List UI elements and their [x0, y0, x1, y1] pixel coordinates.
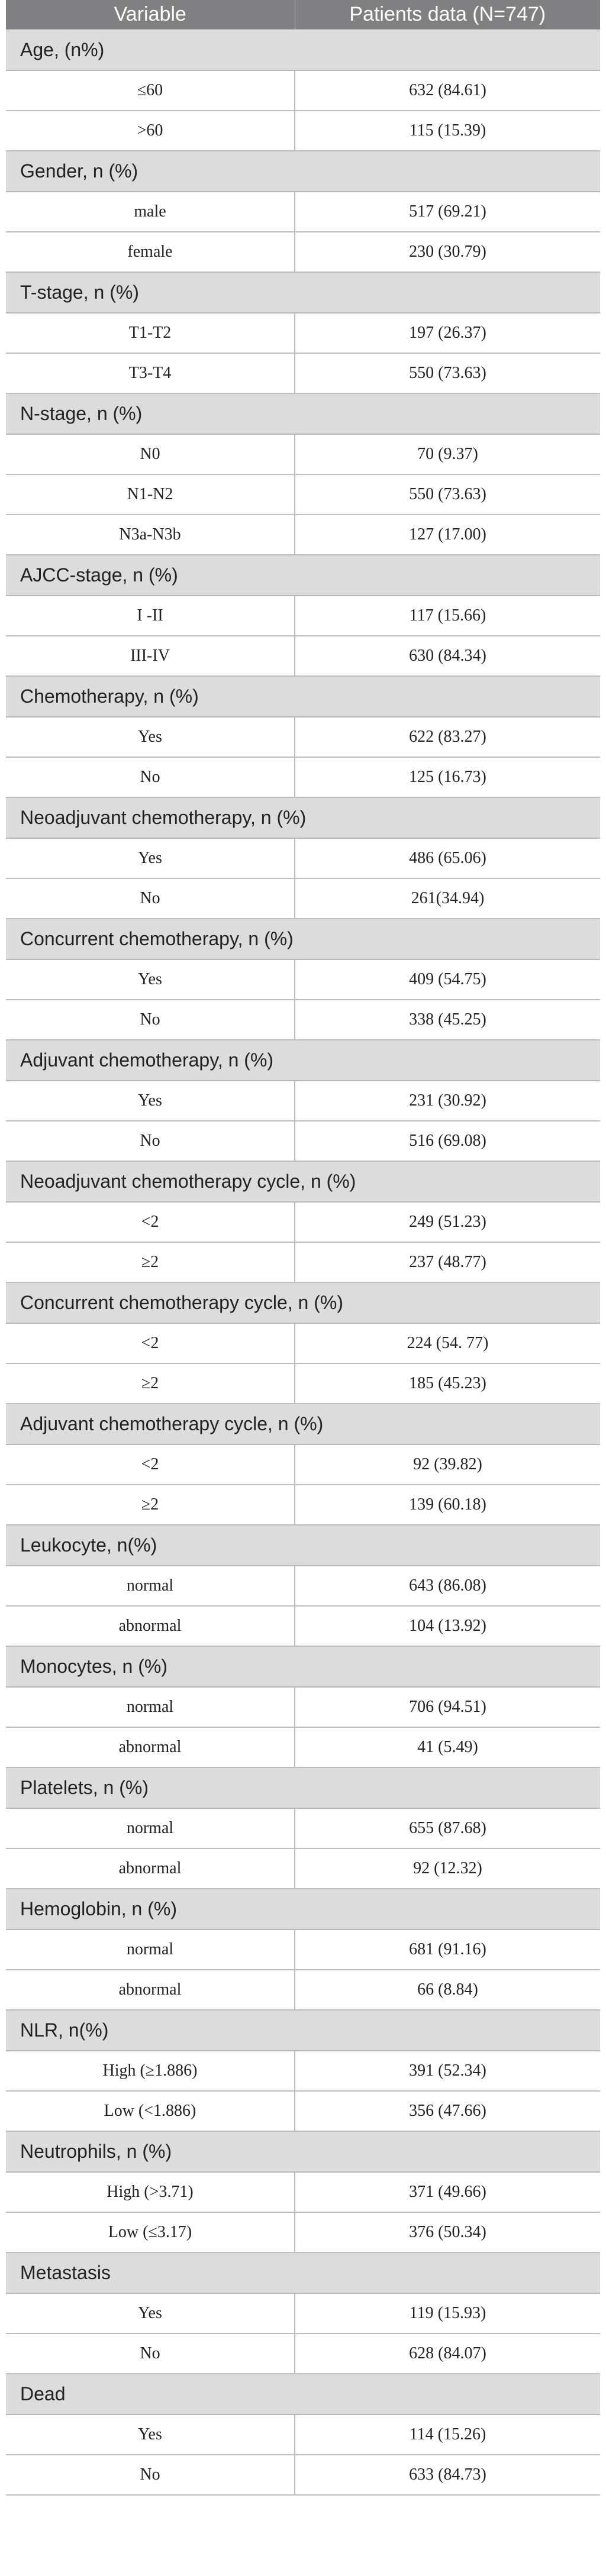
value-cell: 104 (13.92)	[295, 1606, 600, 1646]
section-row	[6, 1040, 600, 1081]
category-cell: female	[6, 232, 295, 272]
table-row	[6, 2293, 600, 2333]
value-cell: 117 (15.66)	[295, 596, 600, 636]
value-cell: 356 (47.66)	[295, 2091, 600, 2131]
table-row	[6, 636, 600, 676]
value-cell: 237 (48.77)	[295, 1242, 600, 1282]
value-cell: 630 (84.34)	[295, 636, 600, 676]
table-row	[6, 1323, 600, 1363]
section-row	[6, 797, 600, 838]
category-cell: abnormal	[6, 1727, 295, 1767]
value-cell: 125 (16.73)	[295, 757, 600, 797]
category-cell: abnormal	[6, 1848, 295, 1889]
category-cell: High (>3.71)	[6, 2172, 295, 2212]
section-row	[6, 919, 600, 959]
category-cell: abnormal	[6, 1970, 295, 2010]
section-row	[6, 676, 600, 717]
value-cell: 338 (45.25)	[295, 1000, 600, 1040]
category-cell: normal	[6, 1808, 295, 1848]
table-row	[6, 2455, 600, 2495]
category-cell: N1-N2	[6, 474, 295, 515]
header-variable: Variable	[6, 0, 295, 30]
value-cell: 66 (8.84)	[295, 1970, 600, 2010]
table-row	[6, 515, 600, 555]
category-cell: <2	[6, 1444, 295, 1485]
category-cell: No	[6, 2455, 295, 2495]
table-row	[6, 1848, 600, 1889]
section-title: Gender, n (%)	[6, 151, 600, 192]
value-cell: 681 (91.16)	[295, 1929, 600, 1970]
category-cell: normal	[6, 1687, 295, 1727]
table-row	[6, 757, 600, 797]
section-row	[6, 1525, 600, 1566]
section-title: Chemotherapy, n (%)	[6, 676, 600, 717]
category-cell: ≥2	[6, 1363, 295, 1404]
section-title: Leukocyte, n(%)	[6, 1525, 600, 1566]
section-title: Platelets, n (%)	[6, 1767, 600, 1808]
table-row	[6, 1444, 600, 1485]
table-row	[6, 313, 600, 353]
value-cell: 92 (12.32)	[295, 1848, 600, 1889]
table-row	[6, 1242, 600, 1282]
table-row	[6, 959, 600, 1000]
table-row	[6, 596, 600, 636]
section-row	[6, 272, 600, 313]
table-header	[6, 0, 600, 30]
value-cell: 119 (15.93)	[295, 2293, 600, 2333]
section-title: Dead	[6, 2374, 600, 2415]
value-cell: 139 (60.18)	[295, 1485, 600, 1525]
section-title: Hemoglobin, n (%)	[6, 1889, 600, 1929]
table-row	[6, 2415, 600, 2455]
value-cell: 185 (45.23)	[295, 1363, 600, 1404]
value-cell: 41 (5.49)	[295, 1727, 600, 1767]
value-cell: 230 (30.79)	[295, 232, 600, 272]
category-cell: Yes	[6, 717, 295, 757]
value-cell: 371 (49.66)	[295, 2172, 600, 2212]
category-cell: ≥2	[6, 1485, 295, 1525]
category-cell: ≥2	[6, 1242, 295, 1282]
section-row	[6, 2374, 600, 2415]
category-cell: Yes	[6, 2293, 295, 2333]
category-cell: ≤60	[6, 70, 295, 111]
value-cell: 115 (15.39)	[295, 111, 600, 151]
section-row	[6, 2010, 600, 2051]
section-row	[6, 1161, 600, 1202]
category-cell: No	[6, 757, 295, 797]
section-row	[6, 1767, 600, 1808]
table-row	[6, 434, 600, 474]
value-cell: 224 (54. 77)	[295, 1323, 600, 1363]
header-row	[6, 0, 600, 30]
section-title: N-stage, n (%)	[6, 393, 600, 434]
value-cell: 643 (86.08)	[295, 1566, 600, 1606]
value-cell: 127 (17.00)	[295, 515, 600, 555]
category-cell: High (≥1.886)	[6, 2051, 295, 2091]
section-row	[6, 1646, 600, 1687]
table-row	[6, 192, 600, 232]
section-title: Adjuvant chemotherapy, n (%)	[6, 1040, 600, 1081]
section-row	[6, 1404, 600, 1444]
table-row	[6, 1485, 600, 1525]
section-row	[6, 151, 600, 192]
table-row	[6, 717, 600, 757]
value-cell: 92 (39.82)	[295, 1444, 600, 1485]
section-row	[6, 1282, 600, 1323]
value-cell: 706 (94.51)	[295, 1687, 600, 1727]
table-row	[6, 1808, 600, 1848]
category-cell: No	[6, 1000, 295, 1040]
section-title: T-stage, n (%)	[6, 272, 600, 313]
category-cell: Yes	[6, 959, 295, 1000]
section-title: Neoadjuvant chemotherapy, n (%)	[6, 797, 600, 838]
header-patients-data: Patients data (N=747)	[295, 0, 600, 30]
value-cell: 249 (51.23)	[295, 1202, 600, 1242]
category-cell: normal	[6, 1566, 295, 1606]
category-cell: I -II	[6, 596, 295, 636]
table-row	[6, 1081, 600, 1121]
value-cell: 114 (15.26)	[295, 2415, 600, 2455]
category-cell: Yes	[6, 838, 295, 878]
value-cell: 516 (69.08)	[295, 1121, 600, 1161]
value-cell: 628 (84.07)	[295, 2333, 600, 2374]
table-row	[6, 232, 600, 272]
table-row	[6, 1121, 600, 1161]
category-cell: N0	[6, 434, 295, 474]
table-row	[6, 474, 600, 515]
category-cell: III-IV	[6, 636, 295, 676]
category-cell: N3a-N3b	[6, 515, 295, 555]
category-cell: Yes	[6, 1081, 295, 1121]
value-cell: 632 (84.61)	[295, 70, 600, 111]
value-cell: 376 (50.34)	[295, 2212, 600, 2252]
section-title: Neoadjuvant chemotherapy cycle, n (%)	[6, 1161, 600, 1202]
table-row	[6, 2212, 600, 2252]
category-cell: male	[6, 192, 295, 232]
category-cell: <2	[6, 1202, 295, 1242]
value-cell: 633 (84.73)	[295, 2455, 600, 2495]
value-cell: 517 (69.21)	[295, 192, 600, 232]
table-row	[6, 2091, 600, 2131]
category-cell: <2	[6, 1323, 295, 1363]
section-title: Metastasis	[6, 2252, 600, 2293]
table-row	[6, 2051, 600, 2091]
section-row	[6, 555, 600, 596]
section-row	[6, 2252, 600, 2293]
table-row	[6, 878, 600, 919]
section-title: AJCC-stage, n (%)	[6, 555, 600, 596]
value-cell: 622 (83.27)	[295, 717, 600, 757]
table-row	[6, 838, 600, 878]
section-title: Age, (n%)	[6, 30, 600, 70]
value-cell: 409 (54.75)	[295, 959, 600, 1000]
category-cell: T1-T2	[6, 313, 295, 353]
section-row	[6, 30, 600, 70]
table-row	[6, 1687, 600, 1727]
value-cell: 655 (87.68)	[295, 1808, 600, 1848]
table-row	[6, 1929, 600, 1970]
section-title: Adjuvant chemotherapy cycle, n (%)	[6, 1404, 600, 1444]
value-cell: 231 (30.92)	[295, 1081, 600, 1121]
category-cell: No	[6, 878, 295, 919]
table-row	[6, 1566, 600, 1606]
category-cell: Yes	[6, 2415, 295, 2455]
table-row	[6, 111, 600, 151]
category-cell: >60	[6, 111, 295, 151]
section-row	[6, 2131, 600, 2172]
section-title: Concurrent chemotherapy, n (%)	[6, 919, 600, 959]
section-title: Neutrophils, n (%)	[6, 2131, 600, 2172]
patient-characteristics-table	[6, 0, 600, 2496]
category-cell: No	[6, 1121, 295, 1161]
category-cell: T3-T4	[6, 353, 295, 393]
table-row	[6, 2333, 600, 2374]
category-cell: abnormal	[6, 1606, 295, 1646]
table-row	[6, 1000, 600, 1040]
table-row	[6, 2172, 600, 2212]
value-cell: 391 (52.34)	[295, 2051, 600, 2091]
category-cell: Low (≤3.17)	[6, 2212, 295, 2252]
section-title: NLR, n(%)	[6, 2010, 600, 2051]
table-row	[6, 353, 600, 393]
section-row	[6, 1889, 600, 1929]
table-row	[6, 1202, 600, 1242]
section-row	[6, 393, 600, 434]
category-cell: No	[6, 2333, 295, 2374]
section-title: Monocytes, n (%)	[6, 1646, 600, 1687]
table-row	[6, 1363, 600, 1404]
value-cell: 261(34.94)	[295, 878, 600, 919]
value-cell: 550 (73.63)	[295, 474, 600, 515]
table-body	[6, 30, 600, 2495]
value-cell: 70 (9.37)	[295, 434, 600, 474]
table-row	[6, 1970, 600, 2010]
table-row	[6, 1727, 600, 1767]
value-cell: 486 (65.06)	[295, 838, 600, 878]
value-cell: 197 (26.37)	[295, 313, 600, 353]
category-cell: normal	[6, 1929, 295, 1970]
value-cell: 550 (73.63)	[295, 353, 600, 393]
table-row	[6, 1606, 600, 1646]
section-title: Concurrent chemotherapy cycle, n (%)	[6, 1282, 600, 1323]
table-row	[6, 70, 600, 111]
category-cell: Low (<1.886)	[6, 2091, 295, 2131]
table-container	[6, 0, 600, 2496]
